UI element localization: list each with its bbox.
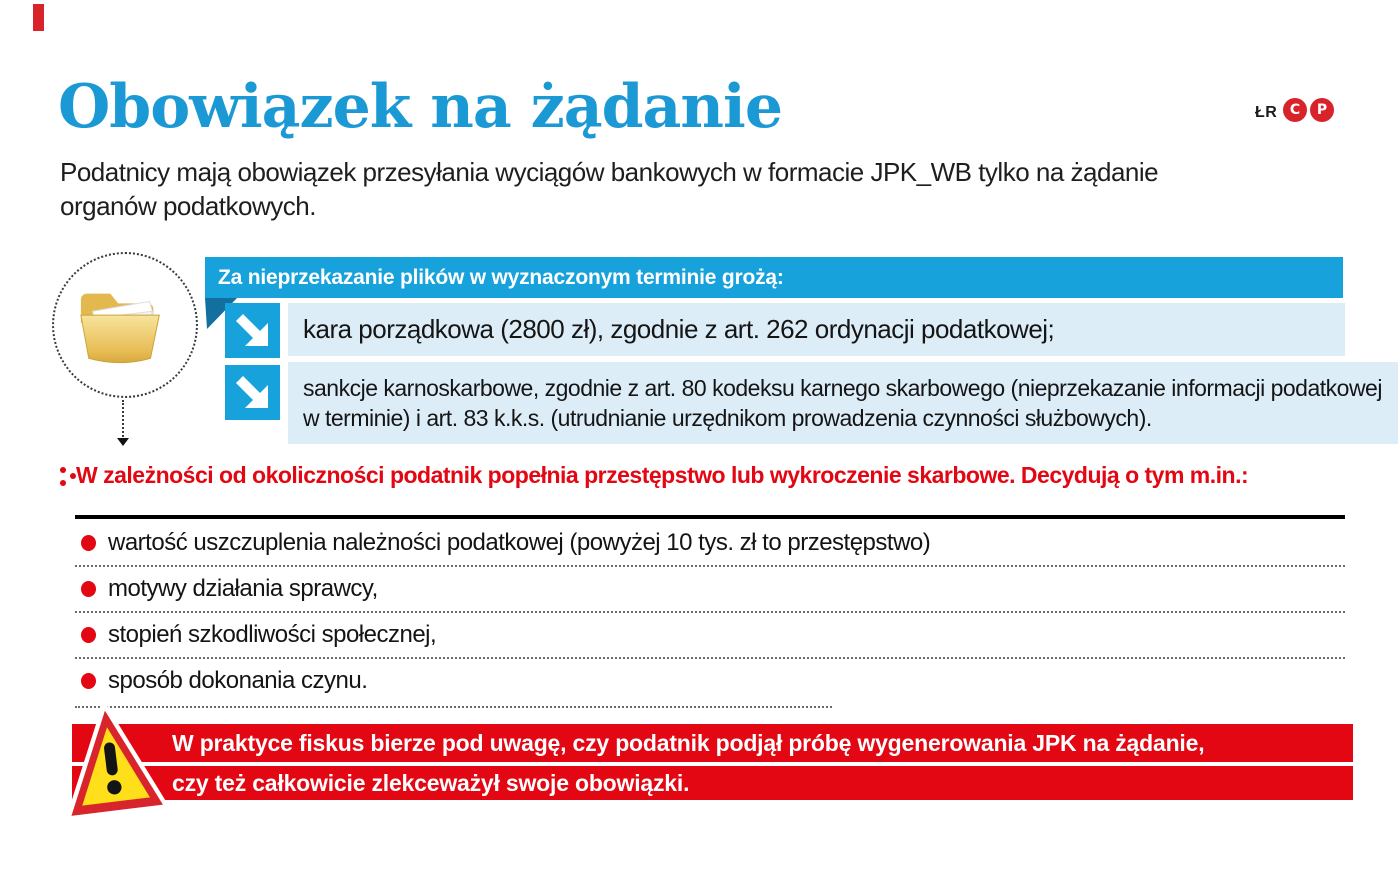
penalties-header-bar: [205, 257, 1343, 298]
author-initials: ŁR: [1255, 104, 1278, 121]
folder-icon: [71, 274, 179, 377]
warning-line-2: czy też całkowicie zlekceważył swoje obowiązki.: [172, 769, 690, 796]
warning-row-1: [72, 724, 1353, 762]
connector-arrow-icon: [117, 438, 129, 446]
list-item: [75, 613, 1345, 659]
connector-dotted-line: [122, 400, 124, 440]
intro-text: Podatnicy mają obowiązek przesyłania wyciągów bankowych w formacie JPK_WB tylko na żądanie organów podatkowych.: [60, 157, 1159, 222]
criteria-lead: [58, 462, 1358, 491]
warning-line-1: W praktyce fiskus bierze pod uwagę, czy podatnik podjął próbę wygenerowania JPK na żądanie,: [172, 729, 1205, 756]
divider-rule: [75, 515, 1345, 519]
list-item-text: motywy działania sprawcy,: [108, 575, 378, 602]
penalty-item-1: [288, 303, 1345, 356]
bullet-icon: [81, 673, 96, 689]
criteria-list: [75, 521, 1345, 703]
dotted-separator: [75, 706, 832, 708]
warning-row-2: [72, 766, 1353, 800]
list-item: [75, 659, 1345, 703]
list-item: [75, 567, 1345, 613]
triple-dot-icon: [58, 465, 76, 491]
penalty-item-2-text: sankcje karnoskarbowe, zgodnie z art. 80 kodeksu karnego skarbowego (nieprzekazanie informacji podatkowej w terminie) i art. 83 k.k.s. (utrudnianie urzędnikom prowadzenia czynności służbowych).: [303, 374, 1382, 431]
copyright-p-icon: P: [1310, 98, 1334, 122]
page-title: Obowiązek na żądanie: [58, 72, 783, 142]
bullet-icon: [81, 627, 96, 643]
warning-banner: [72, 724, 1353, 800]
corner-red-mark: [33, 4, 44, 31]
penalty-item-1-text: kara porządkowa (2800 zł), zgodnie z art. 262 ordynacji podatkowej;: [303, 314, 1055, 345]
list-item-text: sposób dokonania czynu.: [108, 667, 368, 694]
list-item-text: stopień szkodliwości społecznej,: [108, 621, 437, 648]
bullet-icon: [81, 535, 96, 551]
bullet-icon: [81, 581, 96, 597]
penalty-item-2: [288, 362, 1398, 444]
warning-triangle-icon: [49, 691, 174, 829]
copyright-badges: [1283, 98, 1334, 122]
arrow-down-right-icon: [225, 365, 280, 420]
list-item-text: wartość uszczuplenia należności podatkowej (powyżej 10 tys. zł to przestępstwo): [108, 529, 931, 556]
list-item: [75, 521, 1345, 567]
penalties-header-label: Za nieprzekazanie plików w wyznaczonym terminie grożą:: [218, 265, 784, 289]
copyright-c-icon: C: [1283, 98, 1307, 122]
criteria-lead-text: W zależności od okoliczności podatnik popełnia przestępstwo lub wykroczenie skarbowe. Decydują o tym m.in.:: [76, 462, 1249, 488]
arrow-down-right-icon: [225, 303, 280, 358]
folder-circle: [52, 252, 198, 398]
